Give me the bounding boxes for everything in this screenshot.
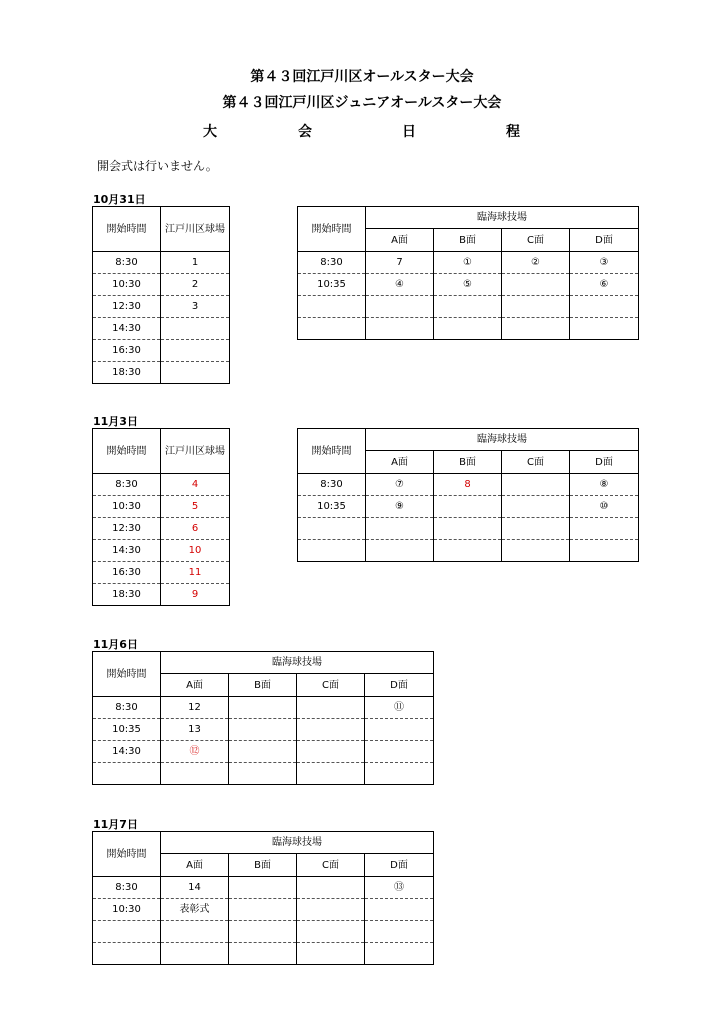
game-cell [297, 697, 365, 719]
time-cell: 8:30 [93, 474, 161, 496]
game-cell [161, 340, 230, 362]
court-b-header: B面 [229, 854, 297, 877]
time-cell: 10:35 [93, 719, 161, 741]
game-cell: 5 [161, 496, 230, 518]
game-cell [570, 296, 639, 318]
court-d-header: D面 [570, 229, 639, 252]
game-cell: ⑥ [570, 274, 639, 296]
time-cell [298, 296, 366, 318]
court-a-header: A面 [366, 229, 434, 252]
time-cell: 16:30 [93, 340, 161, 362]
game-cell [502, 296, 570, 318]
game-cell [365, 899, 434, 921]
time-cell: 10:35 [298, 496, 366, 518]
rinkai-table-day3 [92, 651, 434, 785]
rinkai-header: 臨海球技場 [366, 429, 639, 451]
edogawa-table-day1 [92, 206, 230, 384]
start-time-header: 開始時間 [93, 429, 161, 474]
game-cell [297, 899, 365, 921]
time-cell: 10:30 [93, 496, 161, 518]
schedule-char: 日 [402, 124, 416, 140]
game-cell [502, 274, 570, 296]
game-cell: 9 [161, 584, 230, 606]
game-cell: 11 [161, 562, 230, 584]
game-cell [502, 474, 570, 496]
game-cell [502, 318, 570, 340]
start-time-header: 開始時間 [93, 207, 161, 252]
game-cell [229, 899, 297, 921]
game-cell: 10 [161, 540, 230, 562]
court-d-header: D面 [365, 854, 434, 877]
time-cell [93, 921, 161, 943]
game-cell [365, 921, 434, 943]
game-cell [434, 318, 502, 340]
time-cell: 12:30 [93, 296, 161, 318]
time-cell: 18:30 [93, 362, 161, 384]
start-time-header: 開始時間 [93, 832, 161, 877]
rinkai-header: 臨海球技場 [161, 652, 434, 674]
game-cell: 13 [161, 719, 229, 741]
game-cell [229, 921, 297, 943]
game-cell: ⑦ [366, 474, 434, 496]
game-cell: 2 [161, 274, 230, 296]
schedule-char: 程 [506, 124, 520, 140]
game-cell: 6 [161, 518, 230, 540]
time-cell: 10:35 [298, 274, 366, 296]
game-cell [297, 877, 365, 899]
time-cell: 14:30 [93, 318, 161, 340]
game-cell: ⑬ [365, 877, 434, 899]
game-cell: ⑨ [366, 496, 434, 518]
game-cell [297, 921, 365, 943]
time-cell [93, 943, 161, 965]
rinkai-table-day1 [297, 206, 639, 340]
game-cell: 4 [161, 474, 230, 496]
time-cell [298, 540, 366, 562]
start-time-header: 開始時間 [93, 652, 161, 697]
court-d-header: D面 [365, 674, 434, 697]
game-cell [365, 763, 434, 785]
title-allstar: 第４３回江戸川区オールスター大会 [250, 69, 474, 85]
game-cell [502, 518, 570, 540]
game-cell [502, 540, 570, 562]
court-c-header: C面 [502, 451, 570, 474]
game-cell: ⑫ [161, 741, 229, 763]
rinkai-table-day4 [92, 831, 434, 965]
game-cell [229, 877, 297, 899]
schedule-heading [0, 121, 724, 141]
time-cell [298, 318, 366, 340]
game-cell [161, 943, 229, 965]
start-time-header: 開始時間 [298, 207, 366, 252]
game-cell [229, 741, 297, 763]
edogawa-table-day2 [92, 428, 230, 606]
edogawa-header: 江戸川区球場 [161, 429, 230, 474]
rinkai-header: 臨海球技場 [161, 832, 434, 854]
time-cell: 8:30 [93, 877, 161, 899]
game-cell [161, 362, 230, 384]
game-cell [434, 496, 502, 518]
game-cell: 14 [161, 877, 229, 899]
game-cell [366, 540, 434, 562]
game-cell: 12 [161, 697, 229, 719]
game-cell: 7 [366, 252, 434, 274]
game-cell [297, 719, 365, 741]
time-cell: 16:30 [93, 562, 161, 584]
game-cell [229, 763, 297, 785]
game-cell [366, 518, 434, 540]
game-cell: ⑩ [570, 496, 639, 518]
game-cell [297, 741, 365, 763]
time-cell: 10:30 [93, 274, 161, 296]
date-label: 11月3日 [93, 415, 138, 428]
game-cell [161, 318, 230, 340]
opening-ceremony-note: 開会式は行いません。 [97, 159, 218, 173]
game-cell: ① [434, 252, 502, 274]
game-cell: ② [502, 252, 570, 274]
game-cell [570, 318, 639, 340]
time-cell: 10:30 [93, 899, 161, 921]
court-c-header: C面 [297, 854, 365, 877]
game-cell [434, 296, 502, 318]
court-a-header: A面 [161, 674, 229, 697]
game-cell [161, 921, 229, 943]
game-cell [229, 697, 297, 719]
time-cell [298, 518, 366, 540]
game-cell: 8 [434, 474, 502, 496]
time-cell [93, 763, 161, 785]
court-b-header: B面 [434, 229, 502, 252]
game-cell [570, 540, 639, 562]
court-c-header: C面 [297, 674, 365, 697]
court-b-header: B面 [229, 674, 297, 697]
game-cell [502, 496, 570, 518]
game-cell [570, 518, 639, 540]
time-cell: 12:30 [93, 518, 161, 540]
title-junior-allstar: 第４３回江戸川区ジュニアオールスター大会 [222, 95, 502, 111]
game-cell: ③ [570, 252, 639, 274]
game-cell [434, 540, 502, 562]
court-a-header: A面 [161, 854, 229, 877]
game-cell: ⑪ [365, 697, 434, 719]
court-b-header: B面 [434, 451, 502, 474]
edogawa-header: 江戸川区球場 [161, 207, 230, 252]
court-d-header: D面 [570, 451, 639, 474]
game-cell [365, 719, 434, 741]
game-cell [365, 943, 434, 965]
game-cell [366, 296, 434, 318]
date-label: 10月31日 [93, 193, 146, 206]
award-ceremony-cell: 表彰式 [161, 899, 229, 921]
game-cell [161, 763, 229, 785]
time-cell: 8:30 [298, 474, 366, 496]
start-time-header: 開始時間 [298, 429, 366, 474]
time-cell: 18:30 [93, 584, 161, 606]
date-label: 11月7日 [93, 818, 138, 831]
game-cell: 3 [161, 296, 230, 318]
game-cell: ⑤ [434, 274, 502, 296]
court-a-header: A面 [366, 451, 434, 474]
time-cell: 8:30 [298, 252, 366, 274]
game-cell: ④ [366, 274, 434, 296]
game-cell [297, 763, 365, 785]
time-cell: 14:30 [93, 741, 161, 763]
game-cell [366, 318, 434, 340]
schedule-char: 大 [203, 124, 217, 140]
rinkai-header: 臨海球技場 [366, 207, 639, 229]
game-cell: ⑧ [570, 474, 639, 496]
time-cell: 14:30 [93, 540, 161, 562]
game-cell [365, 741, 434, 763]
game-cell [434, 518, 502, 540]
time-cell: 8:30 [93, 697, 161, 719]
game-cell [229, 943, 297, 965]
date-label: 11月6日 [93, 638, 138, 651]
time-cell: 8:30 [93, 252, 161, 274]
game-cell [297, 943, 365, 965]
court-c-header: C面 [502, 229, 570, 252]
rinkai-table-day2 [297, 428, 639, 562]
game-cell: 1 [161, 252, 230, 274]
schedule-char: 会 [298, 124, 312, 140]
game-cell [229, 719, 297, 741]
